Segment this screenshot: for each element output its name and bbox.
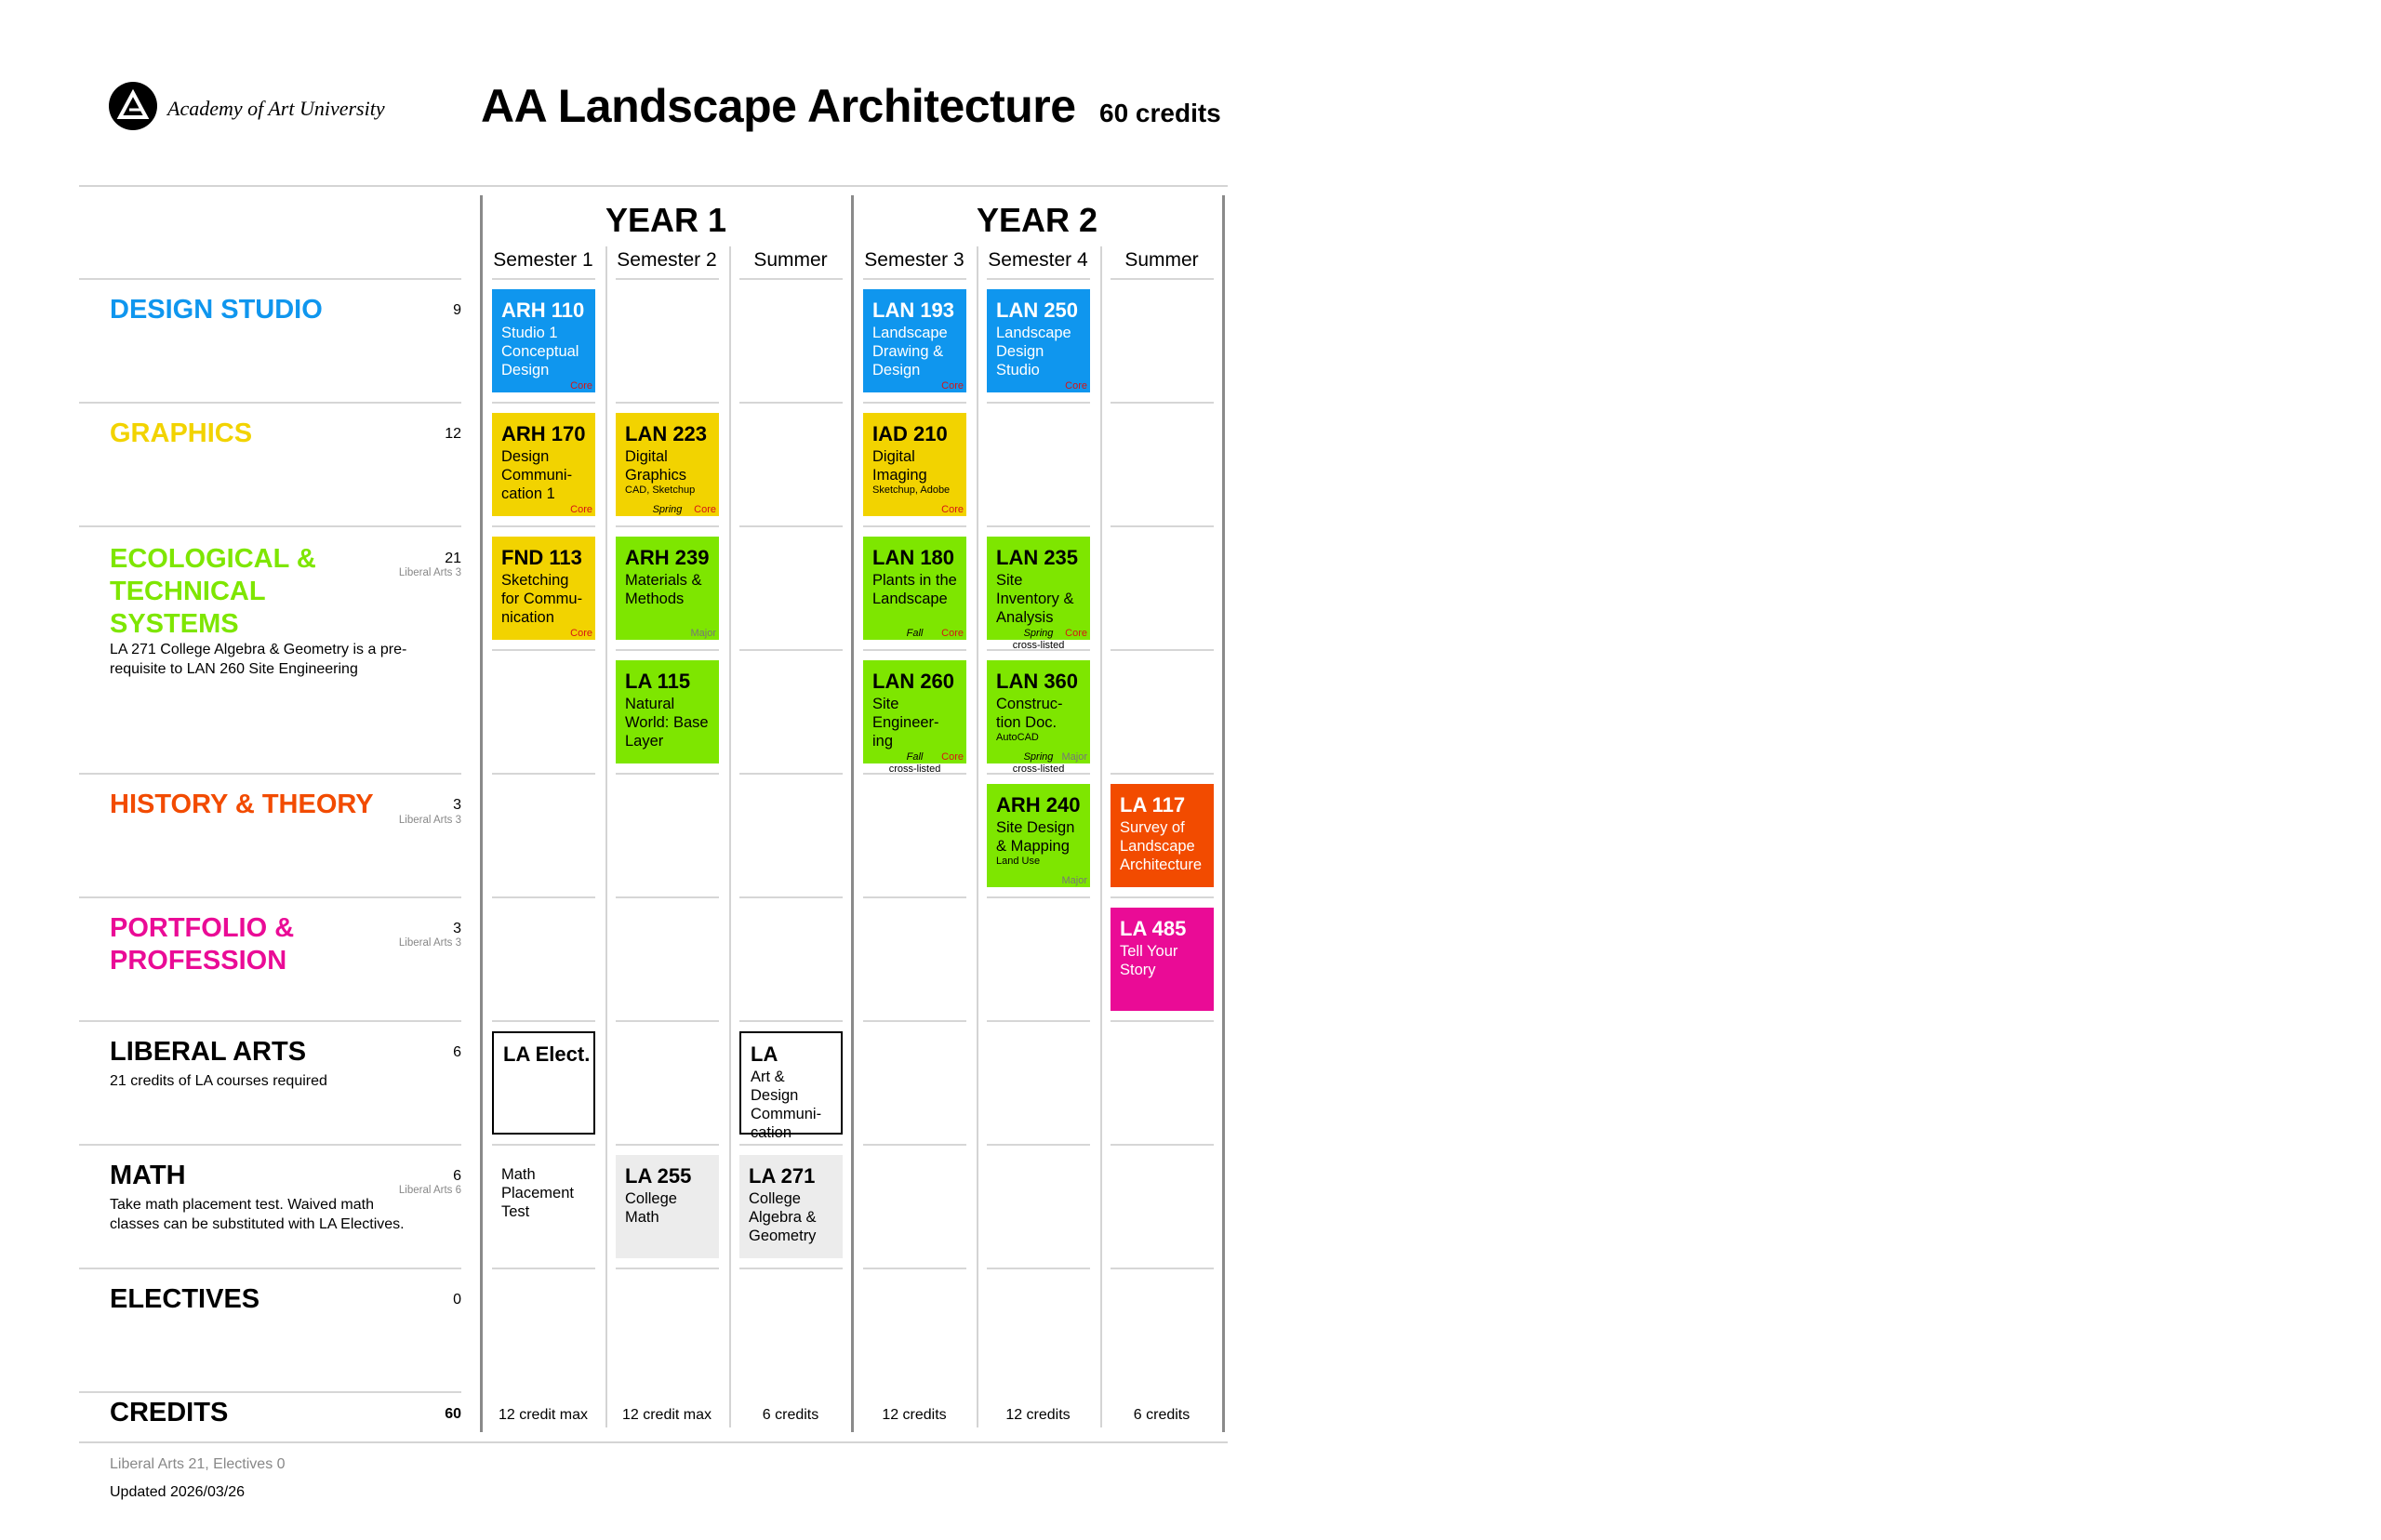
course-tag: Core [941,504,964,515]
course-name: Art & Design Communi-cation [751,1069,822,1141]
category-description: 21 credits of LA courses required [110,1073,327,1089]
footer-summary: Liberal Arts 21, Electives 0 [110,1456,286,1472]
course-term: Spring [652,504,683,515]
cell-divider [492,896,595,898]
total-credits: 60 credits [1099,99,1221,127]
course-card[interactable] [616,537,719,640]
semester-label: Summer [753,249,828,271]
course-crosslisted: cross-listed [1012,763,1065,775]
grid-divider-middle [851,195,854,1432]
cell-divider [1111,525,1214,527]
cell-divider [863,649,966,651]
cell-divider [739,896,843,898]
course-tag: Core [941,628,964,639]
cell-divider [492,1144,595,1146]
course-term: Spring [1023,628,1054,639]
course-name: Design Communi-cation 1 [501,448,573,502]
course-name: College Math [625,1190,677,1226]
cell-divider [863,1144,966,1146]
cell-divider [739,649,843,651]
column-divider [605,246,607,1427]
course-tag: Core [570,380,592,392]
course-note: Sketchup, Adobe [872,485,951,496]
course-name: Materials & Methods [625,572,702,607]
course-tag: Major [1061,751,1087,763]
row-divider [79,1391,461,1393]
course-name: Site Design & Mapping [996,819,1075,855]
cell-divider [863,402,966,404]
course-name: Math Placement Test [501,1166,574,1220]
category-electives: ELECTIVES [110,1284,260,1314]
course-tag: Core [941,380,964,392]
course-code: LA 271 [749,1164,816,1188]
course-tag: Core [694,504,716,515]
course-tag: Core [941,751,964,763]
semester-label: Semester 1 [493,249,593,271]
course-name: Tell Your Story [1120,943,1178,978]
cell-divider [739,773,843,775]
top-divider [79,185,1228,187]
course-tag: Core [570,504,592,515]
course-card[interactable] [863,660,966,775]
category-credits: 3 [453,921,461,936]
category-description: LA 271 College Algebra & Geometry is a pre-requisite to LAN 260 Site Engineering [110,642,407,677]
course-card[interactable] [987,289,1090,392]
course-tag: Core [1065,628,1087,639]
row-divider [79,402,461,404]
course-term: Fall [906,628,924,639]
category-credits: 9 [453,302,461,318]
term-credits: 12 credits [882,1407,947,1423]
term-credits: 12 credits [1005,1407,1071,1423]
cell-divider [739,278,843,280]
course-name: Landscape Drawing & Design [872,325,948,378]
category-credits: 6 [453,1044,461,1060]
course-code: LA [751,1042,778,1066]
cell-divider [492,278,595,280]
course-code: LAN 180 [872,546,955,569]
course-code: LA 485 [1120,917,1187,940]
course-code: ARH 240 [996,793,1081,816]
course-tag: Core [1065,380,1087,392]
category-sub-note: Liberal Arts 3 [398,815,461,826]
cell-divider [492,525,595,527]
course-code: LAN 235 [996,546,1079,569]
category-sub-note: Liberal Arts 6 [398,1185,461,1196]
row-divider [79,278,461,280]
semester-label: Semester 4 [988,249,1088,271]
course-code: FND 113 [501,546,582,569]
cell-divider [987,525,1090,527]
credits-row-label: CREDITS [110,1398,229,1427]
cell-divider [1111,1020,1214,1022]
course-name: Studio 1 Conceptual Design [501,325,579,378]
course-card[interactable] [492,413,595,516]
course-card[interactable] [863,537,966,640]
cell-divider [739,1144,843,1146]
column-divider [1100,246,1102,1427]
course-card[interactable] [987,660,1090,775]
course-code: LA Elect. [503,1042,591,1066]
cell-divider [987,278,1090,280]
cell-divider [492,773,595,775]
row-divider [79,773,461,775]
course-note: CAD, Sketchup [625,485,696,496]
course-card[interactable] [1111,784,1214,887]
cell-divider [1111,1144,1214,1146]
course-card[interactable] [492,1155,595,1258]
cell-divider [616,649,719,651]
cell-divider [616,1144,719,1146]
cell-divider [863,525,966,527]
course-card[interactable] [616,413,719,516]
course-term: Fall [906,751,924,763]
cell-divider [863,278,966,280]
term-credits: 12 credit max [621,1407,712,1423]
cell-divider [492,649,595,651]
cell-divider [739,525,843,527]
course-tag: Major [1061,875,1087,886]
cell-divider [1111,278,1214,280]
category-description: Take math placement test. Waived math classes can be substituted with LA Electives. [110,1197,405,1232]
course-note: AutoCAD [996,732,1039,743]
category-graphics: GRAPHICS [110,418,253,448]
course-crosslisted: cross-listed [888,763,941,775]
cell-divider [987,896,1090,898]
semester-label: Summer [1124,249,1199,271]
university-logo-icon [109,82,157,130]
course-card[interactable] [863,289,966,392]
course-name: College Algebra & Geometry [749,1190,817,1244]
course-card[interactable] [492,1031,595,1135]
semester-label: Semester 2 [617,249,717,271]
cell-divider [987,1144,1090,1146]
course-code: LA 117 [1120,793,1186,816]
course-card[interactable] [616,660,719,763]
university-name: Academy of Art University [167,97,385,120]
bottom-divider [79,1441,1228,1443]
cell-divider [616,773,719,775]
category-portfolio-profession: PORTFOLIO & PROFESSION [110,913,295,976]
course-card[interactable] [863,413,966,516]
row-divider [79,1020,461,1022]
cell-divider [616,896,719,898]
semester-label: Semester 3 [864,249,964,271]
category-design-studio: DESIGN STUDIO [110,295,323,325]
course-card[interactable] [987,537,1090,651]
category-sub-note: Liberal Arts 3 [398,937,461,949]
cell-divider [492,1268,595,1269]
course-card[interactable] [616,1155,719,1258]
category-sub-note: Liberal Arts 3 [398,567,461,578]
cell-divider [616,525,719,527]
year-2-heading: YEAR 2 [976,201,1098,239]
grid-divider-right [1222,195,1225,1432]
course-term: Spring [1023,751,1054,763]
cell-divider [863,1268,966,1269]
course-card[interactable] [492,289,595,392]
cell-divider [739,1268,843,1269]
cell-divider [1111,1268,1214,1269]
row-divider [79,896,461,898]
category-liberal-arts: LIBERAL ARTS [110,1037,307,1067]
cell-divider [616,402,719,404]
term-credits: 6 credits [762,1407,819,1423]
course-card[interactable] [987,784,1090,887]
cell-divider [863,1020,966,1022]
course-tag: Major [690,628,716,639]
grid-divider-left [480,195,483,1432]
course-name: Site Inventory & Analysis [996,572,1074,626]
course-card[interactable] [739,1031,843,1141]
course-code: LA 255 [625,1164,692,1188]
cell-divider [987,1268,1090,1269]
year-1-heading: YEAR 1 [605,201,727,239]
column-divider [729,246,731,1427]
cell-divider [616,278,719,280]
cell-divider [616,1268,719,1269]
cell-divider [987,402,1090,404]
course-name: Survey of Landscape Architecture [1120,819,1203,873]
course-name: Sketching for Commu-nication [501,572,583,626]
category-credits: 0 [453,1292,461,1308]
cell-divider [1111,773,1214,775]
course-name: Natural World: Base Layer [625,696,709,750]
course-card[interactable] [739,1155,843,1258]
cell-divider [1111,649,1214,651]
course-code: ARH 239 [625,546,710,569]
cell-divider [1111,896,1214,898]
row-divider [79,1144,461,1146]
category-credits: 3 [453,797,461,813]
row-divider [79,525,461,527]
cell-divider [863,896,966,898]
course-code: LAN 250 [996,299,1079,322]
category-credits: 6 [453,1168,461,1184]
course-crosslisted: cross-listed [1012,640,1065,651]
footer-updated: Updated 2026/03/26 [110,1484,246,1500]
column-divider [977,246,978,1427]
cell-divider [739,1020,843,1022]
course-name: Landscape Design Studio [996,325,1071,378]
course-name: Construc-tion Doc. [996,696,1063,731]
cell-divider [616,1020,719,1022]
course-name: Digital Graphics [625,448,687,484]
course-tag: Core [570,628,592,639]
course-note: Land Use [996,856,1041,867]
category-ecological-technical: ECOLOGICAL & TECHNICAL SYSTEMS [110,544,316,639]
cell-divider [492,1020,595,1022]
course-code: LAN 260 [872,670,955,693]
cell-divider [987,1020,1090,1022]
course-code: IAD 210 [872,422,948,445]
page-title: AA Landscape Architecture [481,80,1076,132]
course-card[interactable] [1111,908,1214,1011]
course-code: LA 115 [625,670,691,693]
term-credits: 6 credits [1133,1407,1190,1423]
course-code: LAN 223 [625,422,708,445]
row-divider [79,1268,461,1269]
cell-divider [492,402,595,404]
cell-divider [1111,402,1214,404]
course-name: Digital Imaging [872,448,927,484]
cell-divider [739,402,843,404]
course-code: ARH 170 [501,422,586,445]
course-name: Plants in the Landscape [872,572,957,607]
term-credits: 12 credit max [498,1407,589,1423]
credits-row-total: 60 [445,1406,461,1422]
category-math: MATH [110,1161,186,1190]
course-name: Site Engineer-ing [872,696,939,750]
course-card[interactable] [492,537,595,640]
course-code: LAN 193 [872,299,955,322]
course-code: ARH 110 [501,299,585,322]
category-history-theory: HISTORY & THEORY [110,790,374,819]
course-code: LAN 360 [996,670,1079,693]
category-credits: 21 [445,551,461,566]
category-credits: 12 [445,426,461,442]
